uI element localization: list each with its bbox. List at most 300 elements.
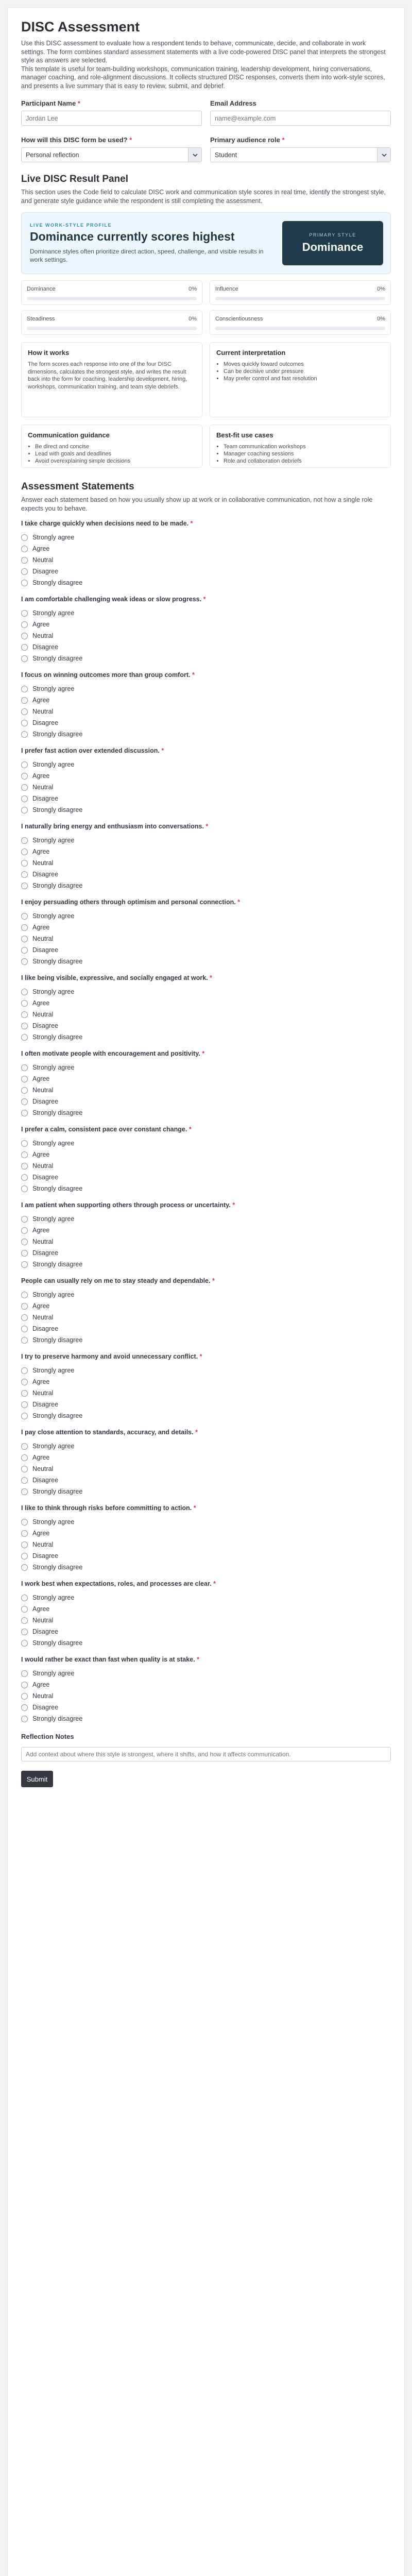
radio-option-label: Agree [32,999,50,1007]
radio-option[interactable] [21,1475,391,1486]
radio-option[interactable] [21,1149,391,1160]
radio-option[interactable] [21,694,391,706]
radio-option-label: Neutral [32,1011,54,1018]
radio-button[interactable] [21,795,28,802]
role-select[interactable] [210,147,391,162]
submit-button[interactable]: Submit [21,1771,53,1787]
radio-option[interactable] [21,577,391,588]
radio-option[interactable] [21,880,391,891]
radio-option[interactable] [21,1107,391,1118]
score-value: 0% [188,286,197,292]
radio-option[interactable] [21,1213,391,1225]
radio-button[interactable] [21,1379,28,1385]
question-label: I like being visible, expressive, and socially engaged at work. * [21,974,212,981]
score-value: 0% [377,316,385,322]
question-text: People can usually rely on me to stay steady and dependable. [21,1277,211,1284]
radio-option-label: Strongly agree [32,534,75,541]
radio-option-label: Neutral [32,1617,54,1624]
radio-button[interactable] [21,1401,28,1408]
radio-button[interactable] [21,1606,28,1613]
question-label: People can usually rely on me to stay steady and dependable. * [21,1277,215,1284]
question-label: I am comfortable challenging weak ideas or slow progress. * [21,596,206,603]
radio-button[interactable] [21,633,28,639]
radio-button[interactable] [21,580,28,586]
radio-button[interactable] [21,1326,28,1332]
radio-option[interactable] [21,770,391,782]
radio-option[interactable] [21,944,391,956]
radio-button[interactable] [21,655,28,662]
radio-option[interactable] [21,619,391,630]
radio-button[interactable] [21,936,28,942]
radio-option[interactable] [21,956,391,967]
radio-option[interactable] [21,728,391,740]
radio-option-label: Neutral [32,1162,54,1170]
radio-option[interactable] [21,717,391,728]
radio-option[interactable] [21,1225,391,1236]
radio-option[interactable] [21,869,391,880]
question-text: I work best when expectations, roles, and processes are clear. [21,1580,212,1587]
radio-button[interactable] [21,720,28,726]
radio-option[interactable] [21,1259,391,1270]
list-item: • Can be decisive under pressure [224,368,384,375]
question-block [21,671,391,740]
reflection-label: Reflection Notes [21,1733,74,1740]
radio-option[interactable] [21,835,391,846]
radio-option[interactable] [21,653,391,664]
radio-option[interactable] [21,1031,391,1043]
radio-option[interactable] [21,1387,391,1399]
radio-button[interactable] [21,1530,28,1537]
radio-button[interactable] [21,807,28,814]
radio-button[interactable] [21,1454,28,1461]
radio-option-label: Strongly agree [32,1518,75,1526]
radio-option[interactable] [21,1160,391,1172]
chevron-down-icon [188,148,201,162]
primary-style-label: PRIMARY STYLE [309,232,356,238]
reflection-notes-input[interactable] [21,1747,391,1761]
radio-option-label: Disagree [32,1552,59,1560]
radio-option-label: Disagree [32,1098,59,1105]
radio-option[interactable] [21,543,391,554]
score-value: 0% [377,286,385,292]
score-card [21,310,202,335]
radio-option[interactable] [21,1289,391,1300]
radio-button[interactable] [21,1640,28,1647]
question-block [21,596,391,664]
radio-option-label: Strongly agree [32,761,75,768]
email-label: Email Address [210,99,256,107]
radio-option[interactable] [21,1062,391,1073]
radio-button[interactable] [21,1390,28,1397]
question-text: I like to think through risks before committing to action. [21,1504,192,1512]
radio-option-label: Disagree [32,1249,59,1257]
radio-option-label: Disagree [32,643,59,651]
radio-option[interactable] [21,1539,391,1550]
radio-option-label: Strongly agree [32,1443,75,1450]
radio-option[interactable] [21,1410,391,1421]
radio-button[interactable] [21,1292,28,1298]
question-text: I am comfortable challenging weak ideas or slow progress. [21,596,202,603]
list-item: • Moves quickly toward outcomes [224,361,384,368]
radio-option[interactable] [21,641,391,653]
radio-button[interactable] [21,1704,28,1711]
question-block [21,1277,391,1346]
question-block [21,1656,391,1724]
radio-option-label: Agree [32,1681,50,1688]
radio-option[interactable] [21,1626,391,1637]
radio-option-label: Neutral [32,935,54,942]
radio-button[interactable] [21,1151,28,1158]
question-block [21,1353,391,1421]
radio-button[interactable] [21,557,28,564]
list-item: • Manager coaching sessions [224,450,384,457]
question-text: I would rather be exact than fast when quality is at stake. [21,1656,195,1663]
radio-option-label: Neutral [32,708,54,715]
question-block [21,1504,391,1573]
radio-button[interactable] [21,773,28,779]
radio-option-label: Disagree [32,871,59,878]
radio-option[interactable] [21,1615,391,1626]
radio-button[interactable] [21,1303,28,1310]
radio-option-label: Strongly agree [32,685,75,692]
radio-option-label: Agree [32,1605,50,1613]
radio-button[interactable] [21,1629,28,1635]
question-label: I am patient when supporting others through process or uncertainty. * [21,1201,235,1209]
primary-style-box [282,221,383,265]
radio-option[interactable] [21,607,391,619]
radio-option-label: Agree [32,621,50,628]
radio-option-label: Strongly disagree [32,958,83,965]
radio-button[interactable] [21,1023,28,1029]
radio-option[interactable] [21,1592,391,1603]
radio-option[interactable] [21,706,391,717]
radio-option-label: Strongly disagree [32,1033,83,1041]
question-list [21,520,391,1724]
radio-option[interactable] [21,1679,391,1690]
list-item: • Avoid overexplaining simple decisions [35,457,196,465]
radio-option[interactable] [21,1009,391,1020]
radio-option-label: Agree [32,697,50,704]
radio-button[interactable] [21,1670,28,1677]
radio-button[interactable] [21,1564,28,1571]
question-label: I would rather be exact than fast when quality is at stake. * [21,1656,199,1663]
radio-option[interactable] [21,857,391,869]
question-text: I pay close attention to standards, accuracy, and details. [21,1429,194,1436]
radio-option[interactable] [21,1084,391,1096]
radio-option[interactable] [21,1376,391,1387]
radio-button[interactable] [21,621,28,628]
radio-option[interactable] [21,1399,391,1410]
radio-option[interactable] [21,804,391,816]
intro [21,39,391,90]
radio-option[interactable] [21,846,391,857]
radio-option[interactable] [21,683,391,694]
question-label: I work best when expectations, roles, and processes are clear. * [21,1580,216,1587]
radio-option-label: Strongly disagree [32,655,83,662]
radio-button[interactable] [21,1466,28,1472]
radio-button[interactable] [21,1367,28,1374]
question-block [21,823,391,891]
radio-option[interactable] [21,566,391,577]
radio-option-label: Strongly disagree [32,1639,83,1647]
radio-option[interactable] [21,1300,391,1312]
radio-option-label: Neutral [32,784,54,791]
radio-option-label: Neutral [32,1087,54,1094]
interpretation-card [210,342,391,417]
profile-title: Dominance currently scores highest [30,230,235,243]
radio-button[interactable] [21,871,28,878]
radio-button[interactable] [21,913,28,920]
score-name: Influence [215,286,238,292]
info-grid [21,342,391,468]
radio-option-label: Neutral [32,859,54,867]
radio-button[interactable] [21,1174,28,1181]
radio-option[interactable] [21,1528,391,1539]
assessment-title: Assessment Statements [21,481,134,492]
radio-option-label: Strongly disagree [32,1336,83,1344]
radio-button[interactable] [21,924,28,931]
radio-button[interactable] [21,1140,28,1147]
radio-button[interactable] [21,1098,28,1105]
question-block [21,1126,391,1194]
radio-button[interactable] [21,1693,28,1700]
radio-option[interactable] [21,554,391,566]
radio-option-label: Agree [32,1302,50,1310]
score-card [21,280,202,305]
radio-option-label: Disagree [32,1174,59,1181]
radio-button[interactable] [21,534,28,541]
radio-option-label: Agree [32,924,50,931]
radio-option-label: Neutral [32,1541,54,1548]
score-track [215,327,385,330]
radio-option-label: Disagree [32,1628,59,1635]
use-cases-title: Best-fit use cases [216,431,273,439]
radio-option[interactable] [21,1236,391,1247]
radio-option-label: Strongly agree [32,1670,75,1677]
radio-button[interactable] [21,1541,28,1548]
radio-button[interactable] [21,849,28,855]
radio-button[interactable] [21,1087,28,1094]
radio-button[interactable] [21,1617,28,1624]
radio-button[interactable] [21,1163,28,1170]
radio-button[interactable] [21,1000,28,1007]
radio-option-label: Strongly agree [32,609,75,617]
radio-button[interactable] [21,1488,28,1495]
radio-option[interactable] [21,532,391,543]
profile-eyebrow: LIVE WORK-STYLE PROFILE [30,223,112,228]
radio-button[interactable] [21,1011,28,1018]
radio-button[interactable] [21,1064,28,1071]
question-block [21,1050,391,1118]
radio-option[interactable] [21,1713,391,1724]
use-select-value: Personal reflection [26,151,79,159]
radio-button[interactable] [21,784,28,791]
radio-button[interactable] [21,1682,28,1688]
radio-button[interactable] [21,947,28,954]
radio-option[interactable] [21,1690,391,1702]
question-block [21,974,391,1043]
radio-button[interactable] [21,883,28,889]
radio-button[interactable] [21,1034,28,1041]
radio-option[interactable] [21,922,391,933]
radio-button[interactable] [21,697,28,704]
radio-option[interactable] [21,997,391,1009]
profile-banner [21,212,391,274]
score-track [27,297,197,300]
radio-button[interactable] [21,1227,28,1234]
radio-button[interactable] [21,958,28,965]
chevron-down-icon [377,148,390,162]
radio-button[interactable] [21,1076,28,1082]
radio-option[interactable] [21,1247,391,1259]
radio-button[interactable] [21,1314,28,1321]
radio-button[interactable] [21,610,28,617]
radio-option[interactable] [21,1516,391,1528]
radio-option[interactable] [21,782,391,793]
radio-button[interactable] [21,686,28,692]
radio-option[interactable] [21,1486,391,1497]
radio-option-label: Strongly agree [32,1064,75,1071]
score-card [210,280,391,305]
radio-option[interactable] [21,1334,391,1346]
radio-option-label: Agree [32,772,50,779]
radio-option-label: Strongly disagree [32,579,83,586]
use-label: How will this DISC form be used? * [21,136,132,144]
radio-option[interactable] [21,1096,391,1107]
radio-button[interactable] [21,708,28,715]
radio-option[interactable] [21,1668,391,1679]
result-panel-description: This section uses the Code field to calculate DISC work and communication style scores in real time, identify the strongest style, and generate style guidance while the respondent is still completing the assessment. [21,189,386,205]
radio-option-label: Strongly agree [32,1367,75,1374]
radio-button[interactable] [21,761,28,768]
radio-option-label: Strongly disagree [32,731,83,738]
question-text: I often motivate people with encouragement and positivity. [21,1050,200,1057]
participant-name-input[interactable] [21,111,202,126]
radio-option[interactable] [21,1172,391,1183]
radio-option[interactable] [21,1365,391,1376]
radio-option-label: Strongly agree [32,1594,75,1601]
question-label: I often motivate people with encouragement and positivity. * [21,1050,205,1057]
page-title: DISC Assessment [21,19,140,35]
list-item: • Role and collaboration debriefs [224,457,384,465]
radio-button[interactable] [21,1413,28,1419]
radio-option-label: Strongly agree [32,912,75,920]
score-value: 0% [188,316,197,322]
radio-option[interactable] [21,1073,391,1084]
radio-option-label: Strongly disagree [32,1564,83,1571]
radio-option[interactable] [21,759,391,770]
radio-option[interactable] [21,793,391,804]
radio-button[interactable] [21,989,28,995]
radio-option[interactable] [21,1550,391,1562]
question-label: I pay close attention to standards, accuracy, and details. * [21,1429,198,1436]
radio-option-label: Neutral [32,1238,54,1245]
radio-button[interactable] [21,1216,28,1223]
question-label: I take charge quickly when decisions need to be made. * [21,520,193,527]
question-label: I prefer fast action over extended discussion. * [21,747,164,754]
radio-option-label: Disagree [32,1325,59,1332]
radio-button[interactable] [21,1595,28,1601]
score-grid [21,280,391,335]
question-text: I prefer fast action over extended discussion. [21,747,160,754]
radio-option-label: Neutral [32,1314,54,1321]
radio-option-label: Neutral [32,1692,54,1700]
radio-option[interactable] [21,1702,391,1713]
radio-button[interactable] [21,1110,28,1116]
radio-button[interactable] [21,1261,28,1268]
radio-option[interactable] [21,1138,391,1149]
radio-option-label: Disagree [32,719,59,726]
radio-option[interactable] [21,1183,391,1194]
radio-button[interactable] [21,1553,28,1560]
radio-button[interactable] [21,546,28,552]
list-item: • Be direct and concise [35,443,196,450]
radio-option-label: Agree [32,545,50,552]
assessment-description: Answer each statement based on how you usually show up at work or in collaborative communication, not how a single role expects you to behave. [21,496,373,512]
radio-option-label: Strongly agree [32,1215,75,1223]
radio-option-label: Agree [32,1378,50,1385]
radio-option-label: Strongly disagree [32,1261,83,1268]
radio-option[interactable] [21,910,391,922]
radio-option[interactable] [21,986,391,997]
question-text: I am patient when supporting others through process or uncertainty. [21,1201,231,1209]
radio-option[interactable] [21,1562,391,1573]
radio-option-label: Agree [32,1454,50,1461]
radio-option[interactable] [21,1020,391,1031]
radio-button[interactable] [21,1716,28,1722]
profile-text: Dominance styles often prioritize direct action, speed, challenge, and visible results in work settings. [30,248,264,263]
interpretation-title: Current interpretation [216,349,286,357]
radio-option-label: Strongly disagree [32,882,83,889]
radio-button[interactable] [21,1519,28,1526]
score-card [210,310,391,335]
radio-option[interactable] [21,1312,391,1323]
question-block [21,747,391,816]
radio-button[interactable] [21,644,28,651]
radio-option-label: Disagree [32,946,59,954]
question-text: I focus on winning outcomes more than group comfort. [21,671,191,679]
radio-button[interactable] [21,1477,28,1484]
how-it-works-text: The form scores each response into one of the four DISC dimensions, calculates the strongest style, and writes the result back into the form for coaching, leadership development, hiring, workshops, communication training, and team style debriefs. [28,361,187,390]
question-block [21,1201,391,1270]
radio-button[interactable] [21,731,28,738]
radio-button[interactable] [21,1337,28,1344]
question-block [21,520,391,588]
radio-button[interactable] [21,568,28,575]
email-input[interactable] [210,111,391,126]
question-label: I like to think through risks before committing to action. * [21,1504,196,1512]
radio-option[interactable] [21,1452,391,1463]
question-block [21,1429,391,1497]
radio-option[interactable] [21,1440,391,1452]
radio-option[interactable] [21,1463,391,1475]
radio-option-label: Disagree [32,1477,59,1484]
radio-option[interactable] [21,933,391,944]
radio-option[interactable] [21,630,391,641]
radio-button[interactable] [21,1250,28,1257]
use-select[interactable] [21,147,202,162]
radio-button[interactable] [21,1239,28,1245]
radio-option[interactable] [21,1603,391,1615]
radio-button[interactable] [21,1443,28,1450]
radio-button[interactable] [21,860,28,867]
radio-button[interactable] [21,1185,28,1192]
primary-style-value: Dominance [302,241,364,253]
radio-option[interactable] [21,1637,391,1649]
question-block [21,1580,391,1649]
radio-button[interactable] [21,837,28,844]
radio-option[interactable] [21,1323,391,1334]
